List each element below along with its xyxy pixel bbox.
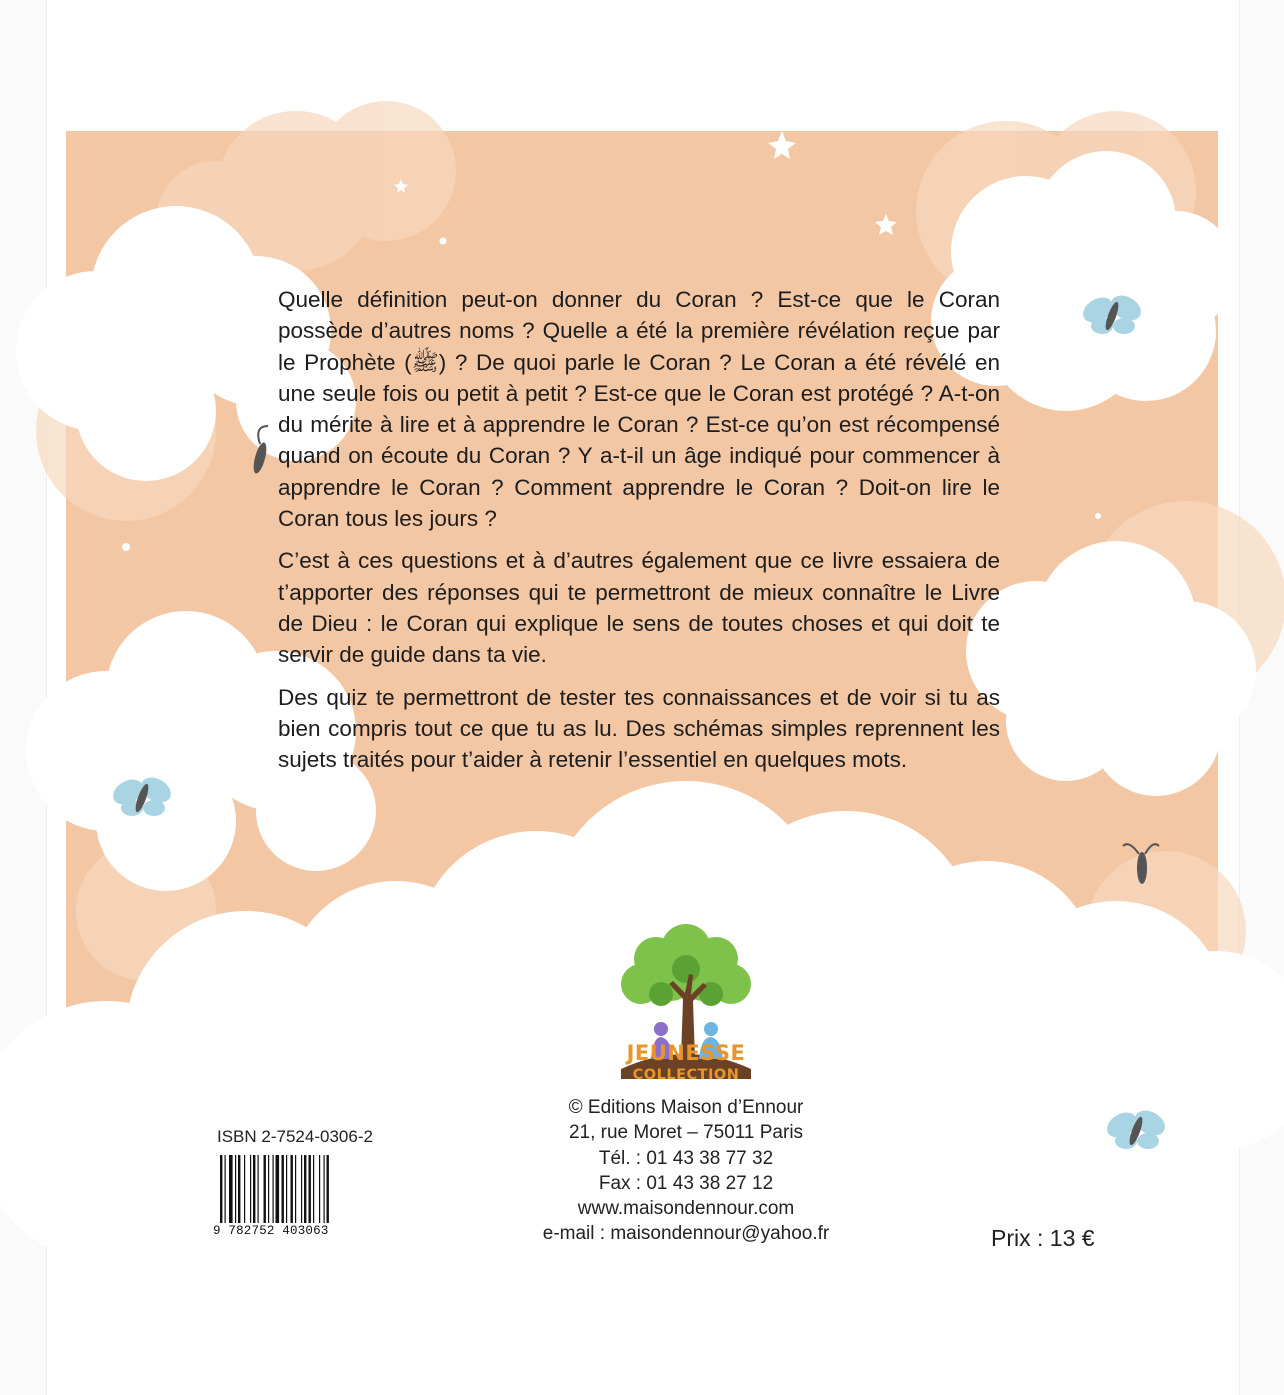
barcode-icon [216, 1153, 362, 1225]
barcode-bar [286, 1155, 287, 1223]
barcode-bar [291, 1155, 293, 1223]
barcode-bar [282, 1155, 284, 1223]
barcode-bar [229, 1155, 233, 1223]
publisher-website: www.maisondennour.com [577, 1198, 795, 1220]
barcode-bar [258, 1155, 259, 1223]
barcode-bar [235, 1155, 236, 1223]
publisher-email: e-mail : maisondennour@yahoo.fr [542, 1223, 830, 1245]
barcode-digits: 9 782752 403063 [213, 1224, 329, 1238]
barcode-bar [253, 1155, 255, 1223]
logo-line-2: COLLECTION [632, 1067, 740, 1083]
isbn-label: ISBN 2-7524-0306-2 [217, 1127, 373, 1146]
barcode-bar [238, 1155, 240, 1223]
barcode-bar [268, 1155, 269, 1223]
barcode-bar [295, 1155, 296, 1223]
back-cover-description [278, 284, 1000, 786]
collection-logo-text [586, 1041, 786, 1083]
barcode-bar [301, 1155, 302, 1223]
barcode-bar [244, 1155, 245, 1223]
publisher-fax: Fax : 01 43 38 27 12 [598, 1172, 774, 1194]
barcode-bar [313, 1155, 314, 1223]
publisher-contact [506, 1095, 866, 1247]
publisher-tel: Tél. : 01 43 38 77 32 [598, 1147, 774, 1169]
barcode-bar [304, 1155, 306, 1223]
barcode-bar [225, 1155, 226, 1223]
logo-line-1: JEUNESSE [626, 1041, 746, 1065]
paragraph-questions: Quelle définition peut-on donner du Coran ? Est-ce que le Coran possède d’autres noms ? Quelle a été la première révélation reçue par le Prophète (ﷺ) ? De quoi parle le Coran ? Le Coran a été révélé en une seule fois ou petit à petit ? Est-ce que le Coran est protégé ? A-t-on du mérite à lire et à apprendre le Coran ? Est-ce qu’on est récompensé quand on écoute du Coran ? Y a-t-il un âge indiqué pour commencer à apprendre le Coran ? Comment apprendre le Coran ? Doit-on lire le Coran tous les jours ? [278, 287, 1001, 532]
barcode-bar [276, 1155, 280, 1223]
barcode-bar [324, 1155, 325, 1223]
barcode-bar [273, 1155, 274, 1223]
paragraph-purpose: C’est à ces questions et à d’autres également que ce livre essaiera de t’apporter des réponses qui te permettront de mieux connaître le Livre de Dieu : le Coran qui explique le sens de toutes choses et qui doit te servir de guide dans ta vie. [278, 548, 1000, 668]
barcode-bar [319, 1155, 320, 1223]
barcode-bar [250, 1155, 251, 1223]
barcode-bar [309, 1155, 311, 1223]
barcode-bar [327, 1155, 329, 1223]
book-back-cover [66, 131, 1218, 1251]
paragraph-quiz: Des quiz te permettront de tester tes connaissances et de voir si tu as bien compris tout ce que tu as lu. Des schémas simples reprennent les sujets traités pour t’aider à retenir l’essentiel en quelques mots. [278, 684, 1000, 773]
barcode-bar [264, 1155, 266, 1223]
publisher-name: © Editions Maison d’Ennour [568, 1097, 804, 1118]
barcode-bar [220, 1155, 222, 1223]
price-label: Prix : 13 € [991, 1225, 1095, 1251]
publisher-address: 21, rue Moret – 75011 Paris [568, 1122, 804, 1144]
